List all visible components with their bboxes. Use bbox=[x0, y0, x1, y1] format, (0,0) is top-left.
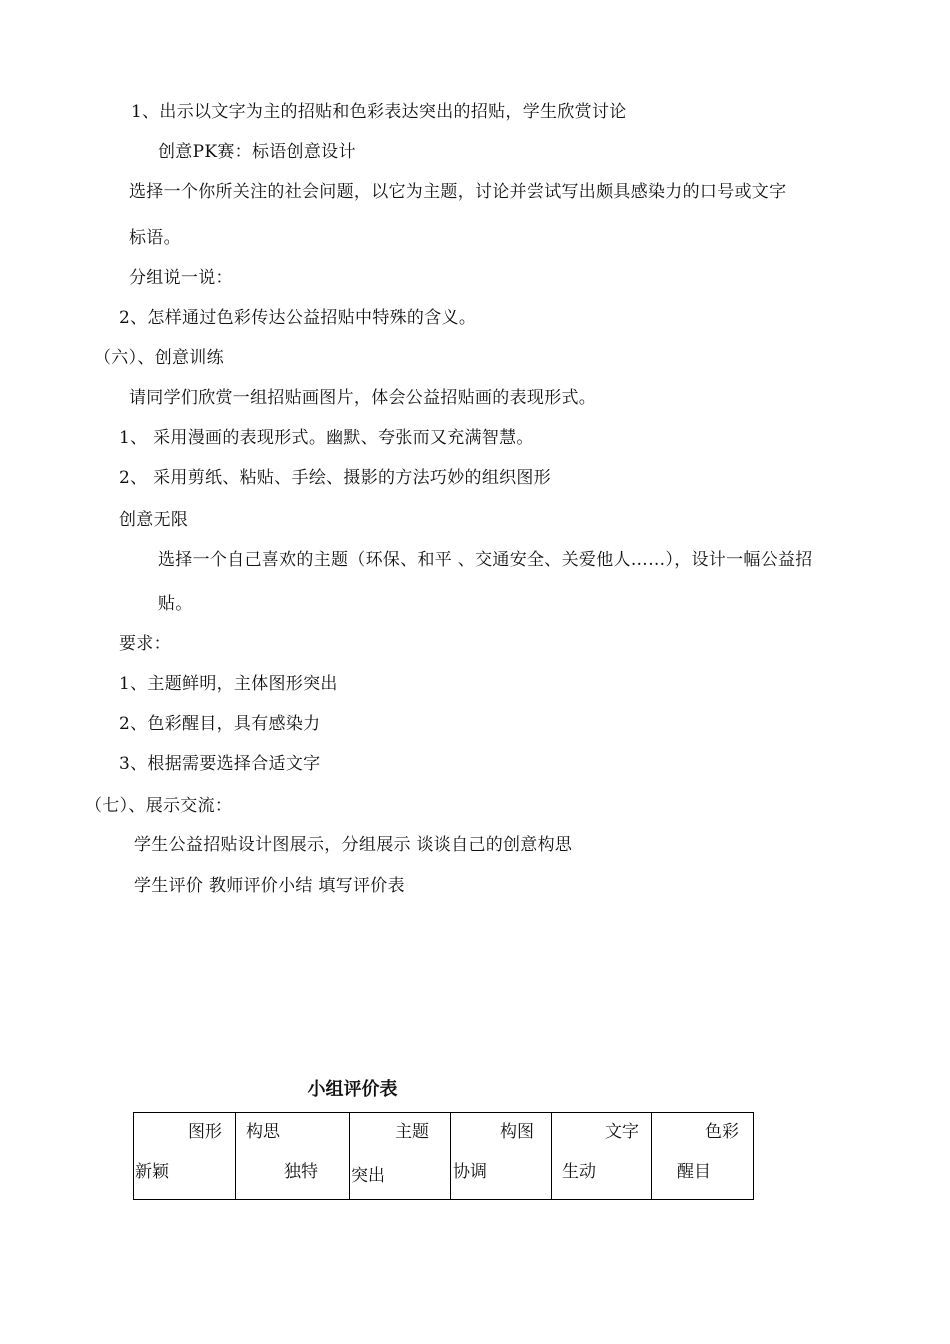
text-line: 1、出示以文字为主的招贴和色彩表达突出的招贴，学生欣赏讨论 bbox=[131, 102, 627, 122]
cell-bottom-text: 协调 bbox=[453, 1162, 487, 1182]
cell-top-text: 主题 bbox=[395, 1122, 429, 1142]
table-cell bbox=[134, 1113, 236, 1200]
text-line: 2、 采用剪纸、粘贴、手绘、摄影的方法巧妙的组织图形 bbox=[119, 468, 552, 488]
table-cell bbox=[350, 1113, 451, 1200]
text-line: 选择一个你所关注的社会问题，以它为主题，讨论并尝试写出颇具感染力的口号或文字 bbox=[129, 182, 787, 202]
table-cell bbox=[451, 1113, 552, 1200]
section-heading: （六）、创意训练 bbox=[94, 348, 224, 368]
text-line: 创意PK赛：标语创意设计 bbox=[158, 142, 356, 162]
table-cell bbox=[652, 1113, 754, 1200]
text-line: 请同学们欣赏一组招贴画图片，体会公益招贴画的表现形式。 bbox=[129, 388, 597, 408]
cell-bottom-text: 独特 bbox=[284, 1162, 318, 1182]
cell-top-text: 构思 bbox=[246, 1122, 280, 1142]
text-line: 3、根据需要选择合适文字 bbox=[119, 754, 321, 774]
text-line: 要求： bbox=[119, 634, 171, 654]
evaluation-table bbox=[133, 1112, 754, 1200]
text-line: 创意无限 bbox=[119, 510, 189, 530]
cell-top-text: 文字 bbox=[605, 1122, 639, 1142]
cell-top-text: 构图 bbox=[500, 1122, 534, 1142]
text-line: 选择一个自己喜欢的主题（环保、和平 、交通安全、关爱他人……），设计一幅公益招 bbox=[158, 550, 813, 570]
table-title: 小组评价表 bbox=[307, 1079, 398, 1100]
table-cell bbox=[552, 1113, 652, 1200]
table-cell bbox=[236, 1113, 350, 1200]
text-line: 贴。 bbox=[158, 594, 193, 614]
section-heading: （七）、展示交流： bbox=[85, 796, 233, 816]
text-line: 2、怎样通过色彩传达公益招贴中特殊的含义。 bbox=[119, 308, 477, 328]
cell-top-text: 图形 bbox=[188, 1122, 222, 1142]
cell-top-text: 色彩 bbox=[705, 1122, 739, 1142]
text-line: 学生公益招贴设计图展示，分组展示 谈谈自己的创意构思 bbox=[134, 835, 573, 855]
text-line: 1、 采用漫画的表现形式。幽默、夸张而又充满智慧。 bbox=[119, 428, 534, 448]
cell-bottom-text: 醒目 bbox=[677, 1162, 711, 1182]
text-line: 学生评价 教师评价小结 填写评价表 bbox=[134, 876, 405, 896]
text-line: 1、主题鲜明，主体图形突出 bbox=[119, 674, 338, 694]
text-line: 2、色彩醒目，具有感染力 bbox=[119, 714, 321, 734]
cell-bottom-text: 新颖 bbox=[135, 1162, 169, 1182]
table-row bbox=[134, 1113, 754, 1200]
cell-bottom-text: 突出 bbox=[351, 1166, 385, 1186]
text-line: 标语。 bbox=[129, 228, 181, 248]
text-line: 分组说一说： bbox=[129, 268, 233, 288]
cell-bottom-text: 生动 bbox=[562, 1162, 596, 1182]
